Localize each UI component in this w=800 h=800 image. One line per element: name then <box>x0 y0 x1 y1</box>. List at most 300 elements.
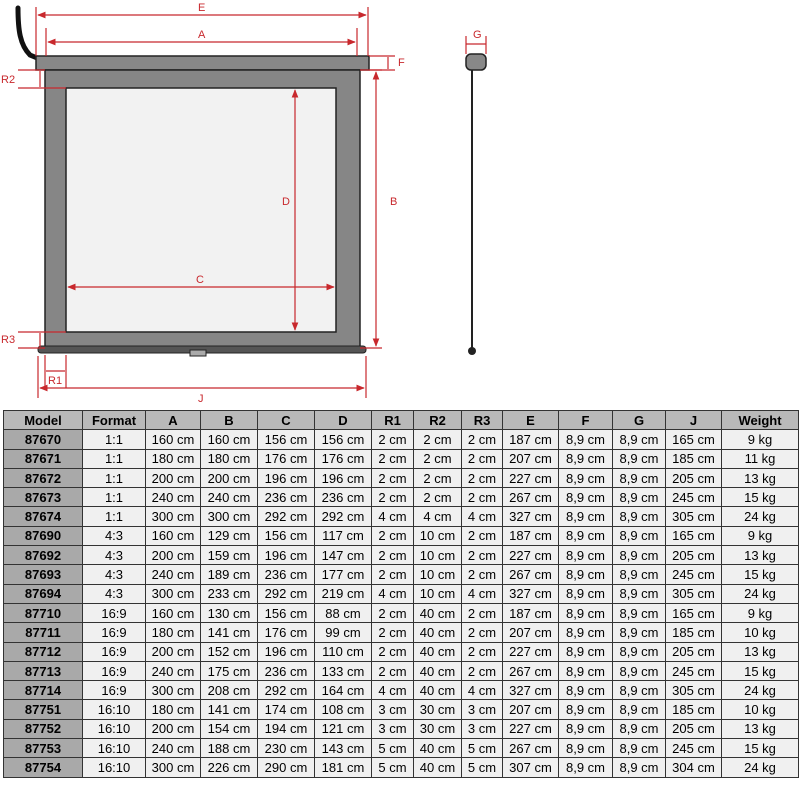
table-cell: 40 cm <box>414 642 462 661</box>
table-cell: 2 cm <box>462 623 503 642</box>
table-cell: 4 cm <box>462 507 503 526</box>
table-cell: 8,9 cm <box>613 623 666 642</box>
table-cell: 5 cm <box>462 739 503 758</box>
table-cell: 117 cm <box>315 526 372 545</box>
table-cell: 2 cm <box>462 526 503 545</box>
table-cell: 4:3 <box>83 546 146 565</box>
table-cell: 24 kg <box>722 758 799 777</box>
table-cell: 16:9 <box>83 661 146 680</box>
table-cell: 13 kg <box>722 546 799 565</box>
table-cell: 327 cm <box>503 507 559 526</box>
table-cell: 15 kg <box>722 488 799 507</box>
table-cell: 99 cm <box>315 623 372 642</box>
table-cell: 88 cm <box>315 603 372 622</box>
table-cell: 2 cm <box>462 546 503 565</box>
table-cell: 2 cm <box>372 661 414 680</box>
model-cell: 87754 <box>4 758 83 777</box>
model-cell: 87714 <box>4 681 83 700</box>
table-row <box>4 430 799 449</box>
table-cell: 245 cm <box>666 661 722 680</box>
table-cell: 156 cm <box>258 526 315 545</box>
table-cell: 2 cm <box>372 468 414 487</box>
table-cell: 1:1 <box>83 449 146 468</box>
table-cell: 24 kg <box>722 507 799 526</box>
label-b: B <box>390 196 398 208</box>
column-header: Format <box>83 411 146 430</box>
table-cell: 8,9 cm <box>613 584 666 603</box>
table-cell: 2 cm <box>462 430 503 449</box>
table-cell: 8,9 cm <box>559 546 613 565</box>
table-cell: 307 cm <box>503 758 559 777</box>
table-cell: 292 cm <box>258 507 315 526</box>
model-cell: 87692 <box>4 546 83 565</box>
table-cell: 8,9 cm <box>559 488 613 507</box>
column-header: R1 <box>372 411 414 430</box>
table-cell: 13 kg <box>722 719 799 738</box>
table-cell: 185 cm <box>666 449 722 468</box>
table-cell: 40 cm <box>414 661 462 680</box>
table-cell: 15 kg <box>722 565 799 584</box>
table-cell: 185 cm <box>666 700 722 719</box>
column-header: B <box>201 411 258 430</box>
table-cell: 165 cm <box>666 526 722 545</box>
table-cell: 8,9 cm <box>613 449 666 468</box>
table-cell: 5 cm <box>372 758 414 777</box>
table-row <box>4 661 799 680</box>
column-header: D <box>315 411 372 430</box>
table-cell: 15 kg <box>722 661 799 680</box>
model-cell: 87670 <box>4 430 83 449</box>
table-cell: 165 cm <box>666 603 722 622</box>
table-cell: 205 cm <box>666 719 722 738</box>
column-header: Model <box>4 411 83 430</box>
table-cell: 1:1 <box>83 507 146 526</box>
side-housing <box>466 54 486 70</box>
label-a: A <box>198 29 206 41</box>
model-cell: 87690 <box>4 526 83 545</box>
label-r1: R1 <box>48 375 63 387</box>
column-header: R3 <box>462 411 503 430</box>
table-cell: 8,9 cm <box>613 546 666 565</box>
table-cell: 156 cm <box>315 430 372 449</box>
table-cell: 165 cm <box>666 430 722 449</box>
table-cell: 8,9 cm <box>559 661 613 680</box>
table-cell: 327 cm <box>503 681 559 700</box>
table-cell: 10 cm <box>414 526 462 545</box>
table-cell: 8,9 cm <box>613 488 666 507</box>
table-cell: 1:1 <box>83 430 146 449</box>
table-cell: 290 cm <box>258 758 315 777</box>
table-cell: 304 cm <box>666 758 722 777</box>
table-cell: 227 cm <box>503 468 559 487</box>
label-r2: R2 <box>1 74 16 86</box>
label-g: G <box>473 29 482 41</box>
label-f: F <box>398 57 405 69</box>
table-cell: 8,9 cm <box>559 526 613 545</box>
table-cell: 2 cm <box>372 546 414 565</box>
table-cell: 8,9 cm <box>613 526 666 545</box>
table-cell: 2 cm <box>462 565 503 584</box>
table-cell: 160 cm <box>146 603 201 622</box>
table-cell: 8,9 cm <box>559 623 613 642</box>
label-c: C <box>196 274 204 286</box>
model-cell: 87713 <box>4 661 83 680</box>
table-row <box>4 700 799 719</box>
model-cell: 87710 <box>4 603 83 622</box>
column-header: E <box>503 411 559 430</box>
table-cell: 4 cm <box>372 681 414 700</box>
table-cell: 4 cm <box>414 507 462 526</box>
column-header: C <box>258 411 315 430</box>
table-cell: 15 kg <box>722 739 799 758</box>
table-cell: 188 cm <box>201 739 258 758</box>
table-cell: 2 cm <box>372 488 414 507</box>
table-cell: 8,9 cm <box>559 681 613 700</box>
table-cell: 181 cm <box>315 758 372 777</box>
table-cell: 180 cm <box>146 449 201 468</box>
model-cell: 87753 <box>4 739 83 758</box>
table-cell: 176 cm <box>258 449 315 468</box>
table-cell: 8,9 cm <box>559 449 613 468</box>
table-cell: 208 cm <box>201 681 258 700</box>
table-cell: 207 cm <box>503 700 559 719</box>
label-e: E <box>198 2 206 14</box>
table-cell: 292 cm <box>258 681 315 700</box>
table-cell: 5 cm <box>462 758 503 777</box>
table-row <box>4 507 799 526</box>
table-cell: 11 kg <box>722 449 799 468</box>
table-row <box>4 565 799 584</box>
table-cell: 176 cm <box>315 449 372 468</box>
table-cell: 9 kg <box>722 526 799 545</box>
table-cell: 180 cm <box>201 449 258 468</box>
table-cell: 1:1 <box>83 488 146 507</box>
table-cell: 10 kg <box>722 623 799 642</box>
table-cell: 180 cm <box>146 700 201 719</box>
table-cell: 8,9 cm <box>613 661 666 680</box>
table-cell: 2 cm <box>414 430 462 449</box>
table-cell: 16:9 <box>83 681 146 700</box>
table-cell: 2 cm <box>462 468 503 487</box>
table-cell: 8,9 cm <box>613 507 666 526</box>
table-cell: 194 cm <box>258 719 315 738</box>
table-cell: 245 cm <box>666 739 722 758</box>
table-row <box>4 468 799 487</box>
table-cell: 267 cm <box>503 739 559 758</box>
label-j: J <box>198 393 204 405</box>
table-cell: 240 cm <box>146 488 201 507</box>
table-cell: 200 cm <box>146 468 201 487</box>
table-cell: 8,9 cm <box>613 681 666 700</box>
table-cell: 4:3 <box>83 526 146 545</box>
table-cell: 267 cm <box>503 488 559 507</box>
table-row <box>4 488 799 507</box>
table-cell: 133 cm <box>315 661 372 680</box>
table-cell: 219 cm <box>315 584 372 603</box>
table-cell: 200 cm <box>146 719 201 738</box>
table-cell: 2 cm <box>414 449 462 468</box>
table-cell: 8,9 cm <box>613 565 666 584</box>
column-header: A <box>146 411 201 430</box>
table-cell: 16:9 <box>83 603 146 622</box>
column-header: R2 <box>414 411 462 430</box>
table-cell: 8,9 cm <box>613 739 666 758</box>
table-cell: 8,9 cm <box>559 603 613 622</box>
table-cell: 141 cm <box>201 700 258 719</box>
table-cell: 196 cm <box>315 468 372 487</box>
table-cell: 196 cm <box>258 642 315 661</box>
table-cell: 200 cm <box>201 468 258 487</box>
table-cell: 8,9 cm <box>559 468 613 487</box>
table-cell: 233 cm <box>201 584 258 603</box>
power-cable <box>18 8 42 60</box>
table-cell: 305 cm <box>666 507 722 526</box>
column-header: G <box>613 411 666 430</box>
column-header: F <box>559 411 613 430</box>
table-cell: 30 cm <box>414 700 462 719</box>
table-cell: 10 cm <box>414 565 462 584</box>
table-cell: 292 cm <box>315 507 372 526</box>
table-cell: 226 cm <box>201 758 258 777</box>
table-cell: 16:10 <box>83 739 146 758</box>
table-cell: 159 cm <box>201 546 258 565</box>
table-cell: 147 cm <box>315 546 372 565</box>
table-cell: 240 cm <box>146 661 201 680</box>
table-cell: 40 cm <box>414 739 462 758</box>
table-cell: 174 cm <box>258 700 315 719</box>
table-row <box>4 584 799 603</box>
table-cell: 227 cm <box>503 642 559 661</box>
table-cell: 4 cm <box>462 584 503 603</box>
table-cell: 154 cm <box>201 719 258 738</box>
table-cell: 40 cm <box>414 758 462 777</box>
table-cell: 108 cm <box>315 700 372 719</box>
table-cell: 187 cm <box>503 430 559 449</box>
table-cell: 16:10 <box>83 700 146 719</box>
model-cell: 87674 <box>4 507 83 526</box>
table-cell: 205 cm <box>666 546 722 565</box>
table-cell: 196 cm <box>258 546 315 565</box>
table-cell: 196 cm <box>258 468 315 487</box>
table-cell: 160 cm <box>146 430 201 449</box>
table-cell: 2 cm <box>462 661 503 680</box>
table-cell: 300 cm <box>146 758 201 777</box>
table-cell: 300 cm <box>201 507 258 526</box>
table-cell: 8,9 cm <box>613 603 666 622</box>
table-cell: 240 cm <box>146 739 201 758</box>
table-cell: 2 cm <box>372 603 414 622</box>
table-cell: 240 cm <box>146 565 201 584</box>
table-cell: 177 cm <box>315 565 372 584</box>
table-cell: 327 cm <box>503 584 559 603</box>
model-cell: 87751 <box>4 700 83 719</box>
table-cell: 187 cm <box>503 526 559 545</box>
table-cell: 143 cm <box>315 739 372 758</box>
table-cell: 16:10 <box>83 719 146 738</box>
table-cell: 175 cm <box>201 661 258 680</box>
table-cell: 236 cm <box>258 565 315 584</box>
table-cell: 4:3 <box>83 584 146 603</box>
table-cell: 207 cm <box>503 449 559 468</box>
table-cell: 9 kg <box>722 430 799 449</box>
table-cell: 2 cm <box>462 449 503 468</box>
table-cell: 207 cm <box>503 623 559 642</box>
table-cell: 129 cm <box>201 526 258 545</box>
table-cell: 40 cm <box>414 681 462 700</box>
table-cell: 176 cm <box>258 623 315 642</box>
model-cell: 87693 <box>4 565 83 584</box>
table-cell: 1:1 <box>83 468 146 487</box>
table-cell: 2 cm <box>372 526 414 545</box>
table-cell: 2 cm <box>414 468 462 487</box>
table-cell: 13 kg <box>722 468 799 487</box>
table-cell: 13 kg <box>722 642 799 661</box>
table-cell: 267 cm <box>503 661 559 680</box>
table-cell: 4 cm <box>462 681 503 700</box>
table-cell: 230 cm <box>258 739 315 758</box>
table-cell: 141 cm <box>201 623 258 642</box>
table-cell: 305 cm <box>666 681 722 700</box>
table-cell: 24 kg <box>722 584 799 603</box>
table-cell: 227 cm <box>503 546 559 565</box>
column-header: Weight <box>722 411 799 430</box>
table-cell: 2 cm <box>462 642 503 661</box>
model-cell: 87673 <box>4 488 83 507</box>
table-cell: 4 cm <box>372 507 414 526</box>
table-cell: 5 cm <box>372 739 414 758</box>
table-cell: 187 cm <box>503 603 559 622</box>
table-cell: 8,9 cm <box>613 468 666 487</box>
table-cell: 236 cm <box>258 488 315 507</box>
table-cell: 300 cm <box>146 681 201 700</box>
table-cell: 227 cm <box>503 719 559 738</box>
table-cell: 30 cm <box>414 719 462 738</box>
table-cell: 16:10 <box>83 758 146 777</box>
table-cell: 2 cm <box>462 603 503 622</box>
table-row <box>4 546 799 565</box>
table-cell: 8,9 cm <box>613 642 666 661</box>
model-cell: 87711 <box>4 623 83 642</box>
table-cell: 2 cm <box>462 488 503 507</box>
table-cell: 8,9 cm <box>559 507 613 526</box>
table-cell: 10 cm <box>414 584 462 603</box>
table-cell: 3 cm <box>462 719 503 738</box>
table-cell: 180 cm <box>146 623 201 642</box>
pull-handle <box>190 350 206 356</box>
label-r3: R3 <box>1 334 16 346</box>
table-cell: 300 cm <box>146 584 201 603</box>
model-cell: 87694 <box>4 584 83 603</box>
screen-housing <box>36 56 369 70</box>
table-row <box>4 603 799 622</box>
table-cell: 8,9 cm <box>559 430 613 449</box>
table-cell: 2 cm <box>414 488 462 507</box>
table-cell: 205 cm <box>666 468 722 487</box>
table-cell: 40 cm <box>414 623 462 642</box>
table-cell: 40 cm <box>414 603 462 622</box>
table-cell: 160 cm <box>201 430 258 449</box>
table-row <box>4 449 799 468</box>
column-header: J <box>666 411 722 430</box>
label-d: D <box>282 196 290 208</box>
table-cell: 8,9 cm <box>559 584 613 603</box>
table-cell: 8,9 cm <box>613 700 666 719</box>
table-cell: 10 kg <box>722 700 799 719</box>
table-cell: 8,9 cm <box>559 758 613 777</box>
table-row <box>4 758 799 777</box>
table-cell: 10 cm <box>414 546 462 565</box>
table-cell: 8,9 cm <box>559 642 613 661</box>
table-cell: 160 cm <box>146 526 201 545</box>
table-cell: 236 cm <box>258 661 315 680</box>
table-body <box>4 430 799 777</box>
table-cell: 3 cm <box>462 700 503 719</box>
model-cell: 87672 <box>4 468 83 487</box>
table-cell: 189 cm <box>201 565 258 584</box>
table-cell: 3 cm <box>372 700 414 719</box>
table-cell: 110 cm <box>315 642 372 661</box>
table-cell: 2 cm <box>372 430 414 449</box>
table-cell: 130 cm <box>201 603 258 622</box>
table-cell: 121 cm <box>315 719 372 738</box>
table-row <box>4 739 799 758</box>
side-bottom-bar <box>468 347 476 355</box>
model-cell: 87671 <box>4 449 83 468</box>
table-cell: 156 cm <box>258 430 315 449</box>
table-row <box>4 526 799 545</box>
table-cell: 240 cm <box>201 488 258 507</box>
table-cell: 4:3 <box>83 565 146 584</box>
table-cell: 2 cm <box>372 642 414 661</box>
table-cell: 2 cm <box>372 623 414 642</box>
table-cell: 236 cm <box>315 488 372 507</box>
table-cell: 300 cm <box>146 507 201 526</box>
table-cell: 185 cm <box>666 623 722 642</box>
table-row <box>4 642 799 661</box>
model-cell: 87752 <box>4 719 83 738</box>
table-row <box>4 719 799 738</box>
table-cell: 267 cm <box>503 565 559 584</box>
table-row <box>4 681 799 700</box>
table-cell: 245 cm <box>666 565 722 584</box>
table-cell: 16:9 <box>83 623 146 642</box>
table-cell: 8,9 cm <box>613 758 666 777</box>
table-cell: 245 cm <box>666 488 722 507</box>
table-cell: 9 kg <box>722 603 799 622</box>
table-cell: 200 cm <box>146 546 201 565</box>
table-cell: 3 cm <box>372 719 414 738</box>
table-cell: 4 cm <box>372 584 414 603</box>
table-cell: 205 cm <box>666 642 722 661</box>
table-cell: 8,9 cm <box>559 739 613 758</box>
table-cell: 8,9 cm <box>613 430 666 449</box>
table-cell: 152 cm <box>201 642 258 661</box>
table-cell: 200 cm <box>146 642 201 661</box>
table-cell: 8,9 cm <box>559 565 613 584</box>
table-cell: 2 cm <box>372 449 414 468</box>
table-cell: 24 kg <box>722 681 799 700</box>
table-cell: 2 cm <box>372 565 414 584</box>
table-row <box>4 623 799 642</box>
table-cell: 164 cm <box>315 681 372 700</box>
table-header-row <box>4 411 799 430</box>
model-cell: 87712 <box>4 642 83 661</box>
table-cell: 156 cm <box>258 603 315 622</box>
table-cell: 305 cm <box>666 584 722 603</box>
table-cell: 8,9 cm <box>613 719 666 738</box>
table-cell: 292 cm <box>258 584 315 603</box>
table-cell: 16:9 <box>83 642 146 661</box>
